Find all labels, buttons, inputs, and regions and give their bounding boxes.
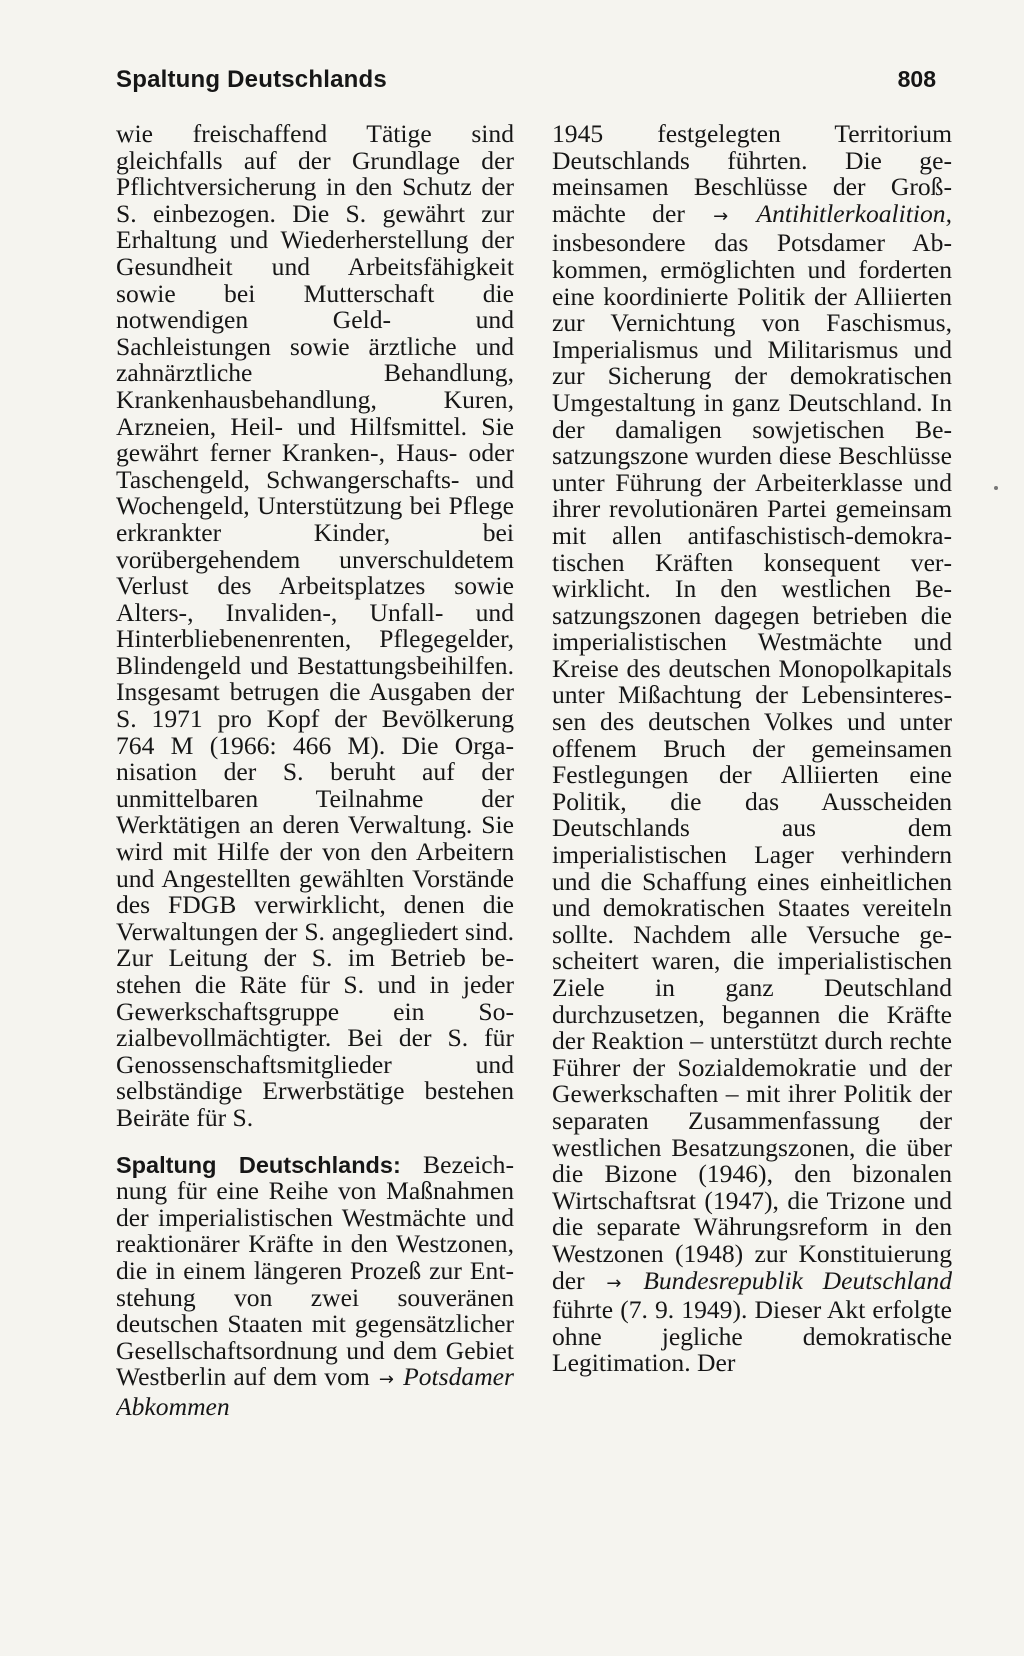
right-text-column bbox=[552, 121, 952, 1541]
entry-headword: Spaltung Deutschlands: bbox=[116, 1151, 401, 1178]
right-text-part-2: insbesondere das Potsdamer Abkommen, ermöglichten und forderten eine koordinierte Politik der Alliierten zur Vernichtung von Faschismus, Imperialismus und Militarismus und zur Sicherung der demokratischen Umgestaltung in ganz Deutschland. In der damaligen sowjetischen Besatzungszone wurden diese Beschlüsse unter Führung der Arbeiterklasse und ihrer revolutionären Partei gemeinsam mit allen antifaschistisch-demokratischen Kräften konsequent verwirklicht. In den westlichen Besatzungszonen dagegen betrieben die imperialistischen Westmächte und Kreise des deutschen Monopolkapitals unter Mißachtung der Lebensinteressen des deutschen Volkes und unter offenem Bruch der gemeinsamen Festlegungen der Alliierten eine Politik, die das Ausscheiden Deutschlands aus dem imperialistischen Lager verhindern und die Schaffung eines einheitlichen und demokratischen Staates vereiteln sollte. Nachdem alle Versuche gescheitert waren, die imperialistischen Ziele in ganz Deutschland durchzusetzen, begannen die Kräfte der Reaktion – unterstützt durch rechte Führer der Sozialdemokratie und der Gewerkschaften – mit ihrer Politik der separaten Zusammenfassung der westlichen Besatzungszonen, die über die Bizone (1946), den bizonalen Wirtschaftsrat (1947), die Trizone und die separate Währungsreform in den Westzonen (1948) zur Konstituierung der bbox=[552, 228, 952, 1295]
potsdamer-abkommen-reference[interactable]: Potsdamer Abkommen bbox=[116, 1362, 514, 1421]
cross-reference-arrow-icon: → bbox=[713, 205, 729, 227]
running-head: Spaltung Deutschlands bbox=[116, 66, 387, 93]
bundesrepublik-deutschland-reference[interactable]: Bundesrepublik Deutschland bbox=[643, 1265, 952, 1295]
right-text-part-3: führte (7. 9. 1949). Dieser Akt erfolgte ohne jegliche demokratische Legitimation. Der bbox=[552, 1295, 952, 1378]
spaltung-deutschlands-continuation bbox=[552, 121, 952, 1377]
page-number: 808 bbox=[897, 66, 936, 92]
page-header bbox=[116, 66, 936, 100]
social-insurance-continuation: wie freischaffend Tätige sind gleichfalls auf der Grundlage der Pflichtversicherung in den Schutz der S. einbezogen. Die S. gewährt zur Erhaltung und Wiederherstellung der Gesundheit und Arbeitsfähigkeit sowie bei Mutterschaft die notwendigen Geld- und Sachleistungen sowie ärztliche und zahnärztliche Behandlung, Krankenhausbehandlung, Kuren, Arzneien, Heil- und Hilfsmittel. Sie gewährt ferner Kranken-, Haus- oder Taschengeld, Schwangerschafts- und Wochengeld, Unterstützung bei Pflege erkrankter Kinder, bei vorübergehendem unverschuldetem Verlust des Arbeitsplatzes sowie Alters-, Invaliden-, Unfall- und Hinterbliebenenrenten, Pflegegelder, Blindengeld und Bestattungsbeihilfen. Insgesamt betrugen die Ausgaben der S. 1971 pro Kopf der Bevölkerung 764 M (1966: 466 M). Die Organisation der S. beruht auf der unmittelbaren Teilnahme der Werktätigen an deren Verwaltung. Sie wird mit Hilfe der von den Arbeitern und Angestellten gewählten Vorstände des FDGB verwirklicht, denen die Verwaltungen der S. angegliedert sind. Zur Leitung der S. im Betrieb bestehen die Räte für S. und in jeder Gewerkschaftsgruppe ein Sozialbevollmächtigter. Bei der S. für Genossenschaftsmitglieder und selbständige Erwerbstätige bestehen Beiräte für S. bbox=[116, 121, 514, 1132]
entry-text: Bezeichnung für eine Reihe von Maßnahmen der imperialistischen Westmächte und reaktionärer Kräfte in den Westzonen, die in einem längeren Prozeß zur Entstehung von zwei souveränen deutschen Staaten mit gegensätzlicher Gesellschaftsordnung und dem Gebiet Westberlin auf dem vom bbox=[116, 1149, 514, 1392]
antihitlerkoalition-reference[interactable]: Antihitlerkoalition, bbox=[756, 198, 952, 228]
cross-reference-arrow-icon: → bbox=[606, 1272, 622, 1294]
left-text-column bbox=[116, 121, 514, 1541]
paper-speck bbox=[994, 486, 998, 490]
right-text-part-1: 1945 festgelegten Territorium Deutschlands führten. Die gemeinsamen Beschlüsse der Großmächte der bbox=[552, 121, 952, 228]
spaltung-deutschlands-entry bbox=[116, 1149, 514, 1421]
cross-reference-arrow-icon: → bbox=[378, 1369, 394, 1391]
